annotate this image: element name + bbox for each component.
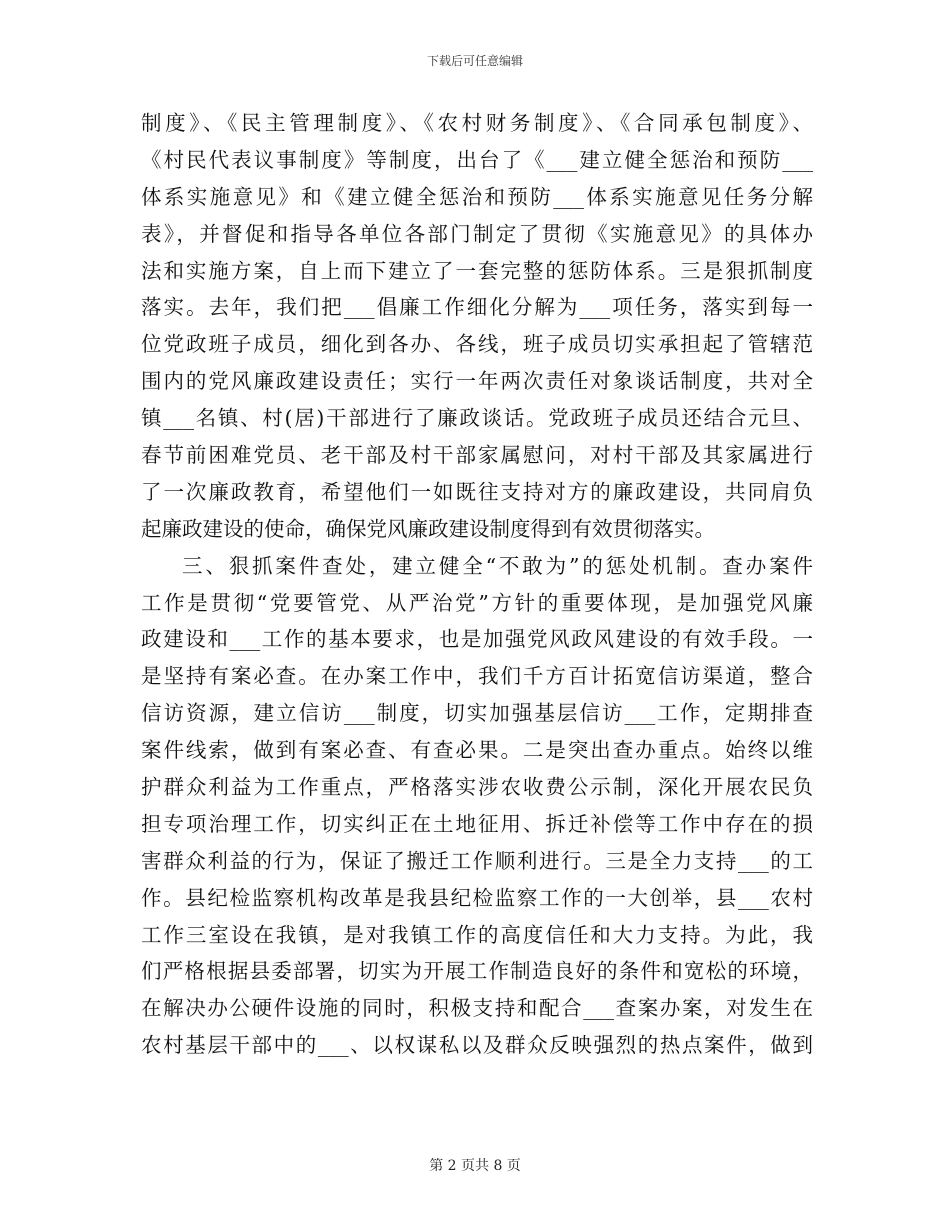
page-header: 下载后可任意编辑 [426,54,523,68]
paragraph-2 [141,548,813,1064]
text-line: 起廉政建设的使命，确保党风廉政建设制度得到有效贯彻落实。 [141,516,715,541]
text-line: 工作三室设在我镇，是对我镇工作的高度信任和大力支持。为此，我 [141,922,813,947]
text-line: 表》，并督促和指导各单位各部门制定了贯彻《实施意见》的具体办 [141,221,813,246]
text-line: 位党政班子成员，细化到各办、各线，班子成员切实承担起了管辖范 [141,332,813,357]
text-line: 法和实施方案，自上而下建立了一套完整的惩防体系。三是狠抓制度 [141,258,813,283]
text-line: 农村基层干部中的___、以权谋私以及群众反映强烈的热点案件，做到 [141,1033,813,1058]
text-line: 担专项治理工作，切实纠正在土地征用、拆迁补偿等工作中存在的损 [141,811,813,836]
text-line: 工作是贯彻“党要管党、从严治党”方针的重要体现，是加强党风廉 [141,590,813,615]
text-line: 镇___名镇、村(居)干部进行了廉政谈话。党政班子成员还结合元旦、 [141,406,813,431]
text-line: 三、狠抓案件查处，建立健全“不敢为”的惩处机制。查办案件 [182,553,813,578]
text-line: 信访资源，建立信访___制度，切实加强基层信访___工作，定期排查 [141,701,813,726]
document-body [141,105,813,1064]
text-line: 制度》、《民主管理制度》、《农村财务制度》、《合同承包制度》、 [141,111,813,135]
text-line: 政建设和___工作的基本要求，也是加强党风政风建设的有效手段。一 [141,627,813,652]
text-line: 是坚持有案必查。在办案工作中，我们千方百计拓宽信访渠道，整合 [141,664,813,689]
text-line: 春节前困难党员、老干部及村干部家属慰问，对村干部及其家属进行 [141,443,813,468]
text-line: 们严格根据县委部署，切实为开展工作制造良好的条件和宽松的环境， [141,959,813,984]
text-line: 作。县纪检监察机构改革是我县纪检监察工作的一大创举，县___农村 [141,885,813,910]
text-line: 护群众利益为工作重点，严格落实涉农收费公示制，深化开展农民负 [141,775,813,800]
text-line: 害群众利益的行为，保证了搬迁工作顺利进行。三是全力支持___的工 [141,848,813,873]
text-line: 了一次廉政教育，希望他们一如既往支持对方的廉政建设，共同肩负 [141,479,813,504]
text-line: 案件线索，做到有案必查、有查必果。二是突出查办重点。始终以维 [141,738,813,763]
text-line: 围内的党风廉政建设责任；实行一年两次责任对象谈话制度，共对全 [141,369,813,394]
text-line: 体系实施意见》和《建立健全惩治和预防___体系实施意见任务分解 [141,184,813,209]
text-line: 《村民代表议事制度》等制度，出台了《___建立健全惩治和预防___ [141,147,813,172]
text-line: 落实。去年，我们把___倡廉工作细化分解为___项任务，落实到每一 [141,295,813,320]
page-number: 第 2 页共 8 页 [429,1158,521,1174]
paragraph-1 [141,105,813,548]
text-line: 在解决办公硬件设施的同时，积极支持和配合___查案办案，对发生在 [141,996,813,1021]
